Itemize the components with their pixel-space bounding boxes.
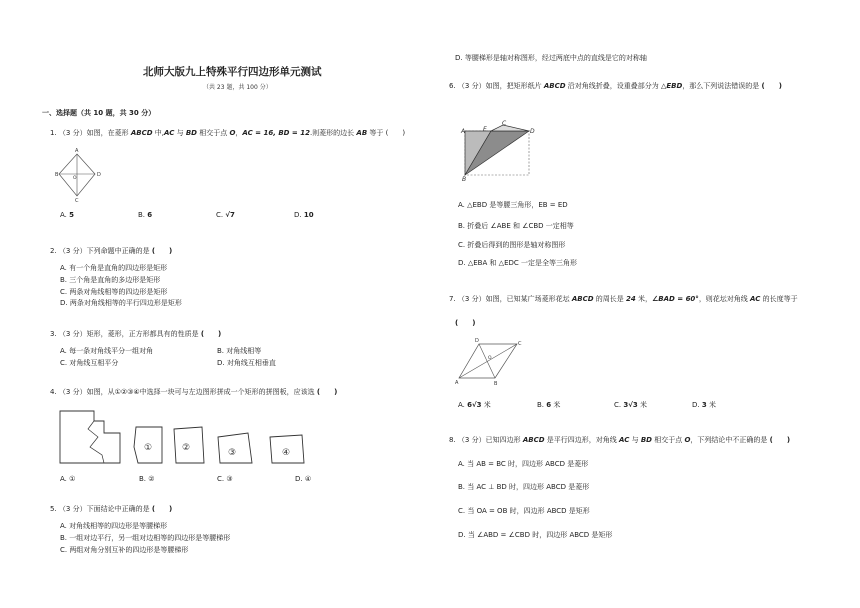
q3-option-d[interactable]: D. 对角线互相垂直 <box>217 359 276 367</box>
q5-option-d[interactable]: D. 等腰梯形是轴对称图形，经过两底中点的直线是它的对称轴 <box>455 54 647 62</box>
q6-option-d[interactable]: D. △EBA 和 △EDC 一定是全等三角形 <box>458 259 577 267</box>
q1-label-d: D <box>97 172 101 178</box>
q1-option-a[interactable]: A. 5 <box>60 211 74 219</box>
q4-piece-1: ① <box>144 443 153 453</box>
q7-option-c[interactable]: C. 3√3 米 <box>614 401 648 409</box>
q8-option-d[interactable]: D. 当 ∠ABD = ∠CBD 时，四边形 ABCD 是矩形 <box>458 531 613 539</box>
q1-option-b[interactable]: B. 6 <box>138 211 153 219</box>
q7-label-b: B <box>494 381 498 387</box>
q6-option-b[interactable]: B. 折叠后 ∠ABE 和 ∠CBD 一定相等 <box>458 222 574 230</box>
q6-fold-figure <box>459 120 539 183</box>
q4-stem: 4. （3 分）如图，从①②③④中选择一块可与左边图形拼成一个矩形的拼图板，应该选 ( ) <box>50 388 338 396</box>
q1-stem: 1. （3 分）如图，在菱形 ABCD 中,AC 与 BD 相交于点 O，AC = 16, BD = 12.则菱形的边长 AB 等于 ( ) <box>50 129 406 137</box>
q7-label-d: D <box>475 338 479 344</box>
q8-stem: 8. （3 分）已知四边形 ABCD 是平行四边形，对角线 AC 与 BD 相交于点 O，下列结论中不正确的是 ( ) <box>449 436 791 444</box>
q1-label-c: C <box>75 198 79 204</box>
q4-option-b[interactable]: B. ② <box>139 475 155 483</box>
q1-option-c[interactable]: C. √7 <box>216 211 235 219</box>
q1-label-a: A <box>75 148 79 154</box>
q4-piece-3: ③ <box>228 448 237 458</box>
q6-label-b: B <box>462 176 467 183</box>
q6-option-c[interactable]: C. 折叠后得到的图形是轴对称图形 <box>458 241 566 249</box>
q7-option-d[interactable]: D. 3 米 <box>692 401 716 409</box>
q3-option-a[interactable]: A. 每一条对角线平分一组对角 <box>60 347 154 355</box>
q2-option-a[interactable]: A. 有一个角是直角的四边形是矩形 <box>60 264 168 272</box>
q6-label-c: C <box>502 120 507 127</box>
section-heading: 一、选择题（共 10 题，共 30 分） <box>42 109 156 117</box>
q7-paren: ( ) <box>455 319 476 327</box>
q2-option-d[interactable]: D. 两条对角线相等的平行四边形是矩形 <box>60 299 182 307</box>
q7-label-c: C <box>518 341 522 347</box>
q1-option-d[interactable]: D. 10 <box>294 211 314 219</box>
q3-option-b[interactable]: B. 对角线相等 <box>217 347 262 355</box>
q4-piece-4: ④ <box>282 448 291 458</box>
q8-option-a[interactable]: A. 当 AB = BC 时，四边形 ABCD 是菱形 <box>458 460 589 468</box>
q7-option-b[interactable]: B. 6 米 <box>537 401 561 409</box>
q5-option-c[interactable]: C. 两组对角分别互补的四边形是等腰梯形 <box>60 546 189 554</box>
q6-label-a: A <box>461 128 466 135</box>
q1-rhombus-figure <box>55 147 115 207</box>
q3-stem: 3. （3 分）矩形，菱形，正方形都具有的性质是 ( ) <box>50 330 222 338</box>
q8-option-c[interactable]: C. 当 OA = OB 时，四边形 ABCD 是矩形 <box>458 507 590 515</box>
q4-option-d[interactable]: D. ④ <box>295 475 312 483</box>
q2-option-c[interactable]: C. 两条对角线相等的四边形是矩形 <box>60 288 168 296</box>
q5-stem: 5. （3 分）下面结论中正确的是 ( ) <box>50 505 173 513</box>
q5-option-a[interactable]: A. 对角线相等的四边形是等腰梯形 <box>60 522 168 530</box>
q3-option-c[interactable]: C. 对角线互相平分 <box>60 359 119 367</box>
q5-option-b[interactable]: B. 一组对边平行，另一组对边相等的四边形是等腰梯形 <box>60 534 231 542</box>
q6-option-a[interactable]: A. △EBD 是等腰三角形，EB = ED <box>458 201 568 209</box>
q6-stem: 6. （3 分）如图，把矩形纸片 ABCD 沿对角线折叠，设重叠部分为 △EBD，那么下列说法错误的是 ( ) <box>449 82 782 90</box>
q7-option-a[interactable]: A. 6√3 米 <box>458 401 491 409</box>
q1-label-o: O <box>73 176 77 181</box>
q2-stem: 2. （3 分）下列命题中正确的是 ( ) <box>50 247 173 255</box>
q4-piece-2: ② <box>182 443 191 453</box>
q6-label-e: E <box>483 126 487 133</box>
page-title: 北师大版九上特殊平行四边形单元测试 <box>143 66 322 78</box>
q7-label-o: O <box>488 356 492 361</box>
q4-option-a[interactable]: A. ① <box>60 475 76 483</box>
q7-label-a: A <box>455 380 459 386</box>
q4-option-c[interactable]: C. ③ <box>217 475 233 483</box>
q2-option-b[interactable]: B. 三个角是直角的多边形是矩形 <box>60 276 161 284</box>
q4-puzzle-figure <box>58 407 328 469</box>
q8-option-b[interactable]: B. 当 AC ⊥ BD 时，四边形 ABCD 是菱形 <box>458 483 590 491</box>
q7-rhombus-figure <box>453 338 528 388</box>
q6-label-d: D <box>530 128 535 135</box>
page-subtitle: （共 23 题，共 100 分） <box>203 84 272 91</box>
q1-label-b: B <box>55 172 59 178</box>
q7-stem: 7. （3 分）如图，已知某广场菱形花坛 ABCD 的周长是 24 米，∠BAD = 60°，则花坛对角线 AC 的长度等于 <box>449 295 798 303</box>
